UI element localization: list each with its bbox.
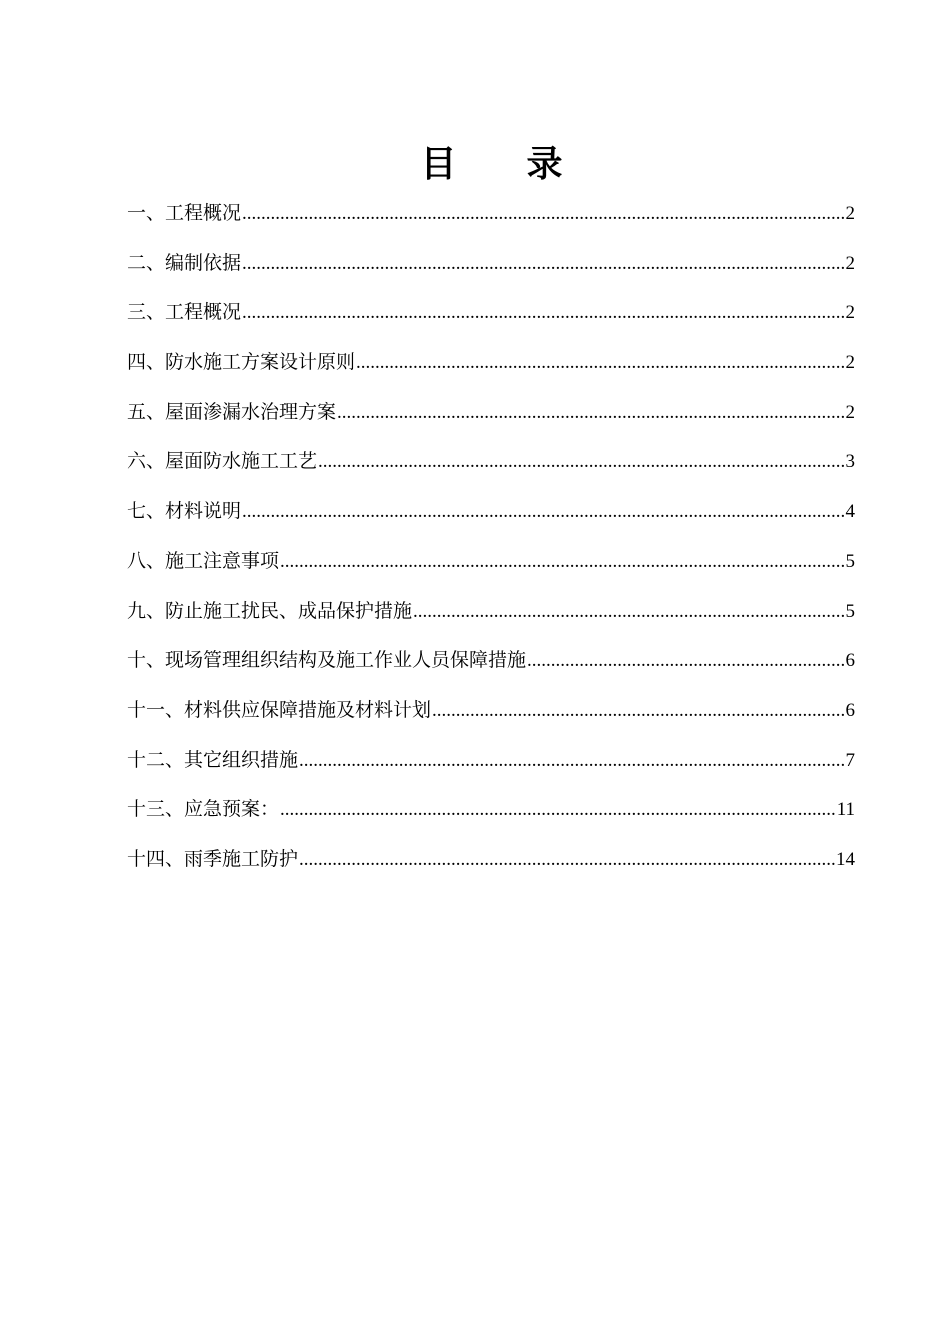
- toc-entry-page: 2: [845, 352, 855, 374]
- toc-entry-page: 2: [845, 203, 855, 224]
- toc-entry[interactable]: [127, 643, 855, 693]
- toc-entry[interactable]: [127, 842, 855, 892]
- toc-entry-page: 6: [845, 699, 855, 721]
- toc-entry-label: 十四、雨季施工防护: [127, 847, 299, 870]
- toc-entry-label: 十、现场管理组织结构及施工作业人员保障措施: [127, 649, 527, 672]
- toc-entry[interactable]: [127, 444, 855, 494]
- toc-title-char-2: 录: [526, 144, 563, 185]
- toc-entry-label: 八、施工注意事项: [127, 549, 280, 572]
- dot-leader: [242, 296, 844, 330]
- dot-leader: [527, 644, 844, 678]
- toc-entry[interactable]: [127, 295, 855, 345]
- dot-leader: [356, 346, 844, 380]
- toc-entry-label: 十二、其它组织措施: [127, 748, 299, 771]
- toc-entry[interactable]: [127, 743, 855, 793]
- toc-entry-label: 十三、应急预案：: [127, 798, 280, 821]
- toc-entry[interactable]: [127, 196, 855, 246]
- toc-entry-page: 7: [845, 749, 855, 771]
- toc-entry-label: 三、工程概况: [127, 301, 242, 324]
- toc-entry-label: 一、工程概况: [127, 202, 242, 224]
- toc-entry-label: 十一、材料供应保障措施及材料计划: [127, 698, 432, 721]
- table-of-contents: [127, 196, 855, 892]
- toc-entry[interactable]: [127, 494, 855, 544]
- toc-entry-page: 5: [845, 550, 855, 572]
- dot-leader: [280, 793, 836, 827]
- toc-entry[interactable]: [127, 395, 855, 445]
- dot-leader: [280, 545, 844, 579]
- dot-leader: [299, 744, 844, 778]
- toc-entry-label: 六、屋面防水施工工艺: [127, 450, 318, 473]
- toc-entry-page: 5: [845, 600, 855, 622]
- dot-leader: [337, 396, 844, 430]
- dot-leader: [242, 197, 844, 231]
- toc-entry-page: 4: [845, 501, 855, 523]
- toc-entry[interactable]: [127, 544, 855, 594]
- toc-entry[interactable]: [127, 594, 855, 644]
- toc-entry-page: 11: [836, 799, 855, 821]
- toc-title-char-1: 目: [420, 144, 457, 185]
- toc-entry-page: 3: [845, 451, 855, 473]
- toc-entry-page: 6: [845, 650, 855, 672]
- dot-leader: [413, 595, 844, 629]
- toc-entry-label: 四、防水施工方案设计原则: [127, 351, 356, 374]
- toc-entry[interactable]: [127, 345, 855, 395]
- toc-title: [0, 140, 950, 190]
- dot-leader: [299, 843, 835, 877]
- toc-entry[interactable]: [127, 792, 855, 842]
- toc-entry-page: 2: [845, 401, 855, 423]
- toc-entry-label: 五、屋面渗漏水治理方案: [127, 400, 337, 423]
- dot-leader: [242, 495, 844, 529]
- toc-entry-page: 14: [836, 848, 855, 870]
- toc-entry-page: 2: [845, 252, 855, 274]
- dot-leader: [318, 445, 844, 479]
- toc-entry-label: 九、防止施工扰民、成品保护措施: [127, 599, 413, 622]
- dot-leader: [432, 694, 844, 728]
- toc-entry-label: 二、编制依据: [127, 251, 242, 274]
- toc-entry-page: 2: [845, 302, 855, 324]
- toc-entry[interactable]: [127, 693, 855, 743]
- toc-entry[interactable]: [127, 246, 855, 296]
- toc-entry-label: 七、材料说明: [127, 500, 242, 523]
- dot-leader: [242, 247, 844, 281]
